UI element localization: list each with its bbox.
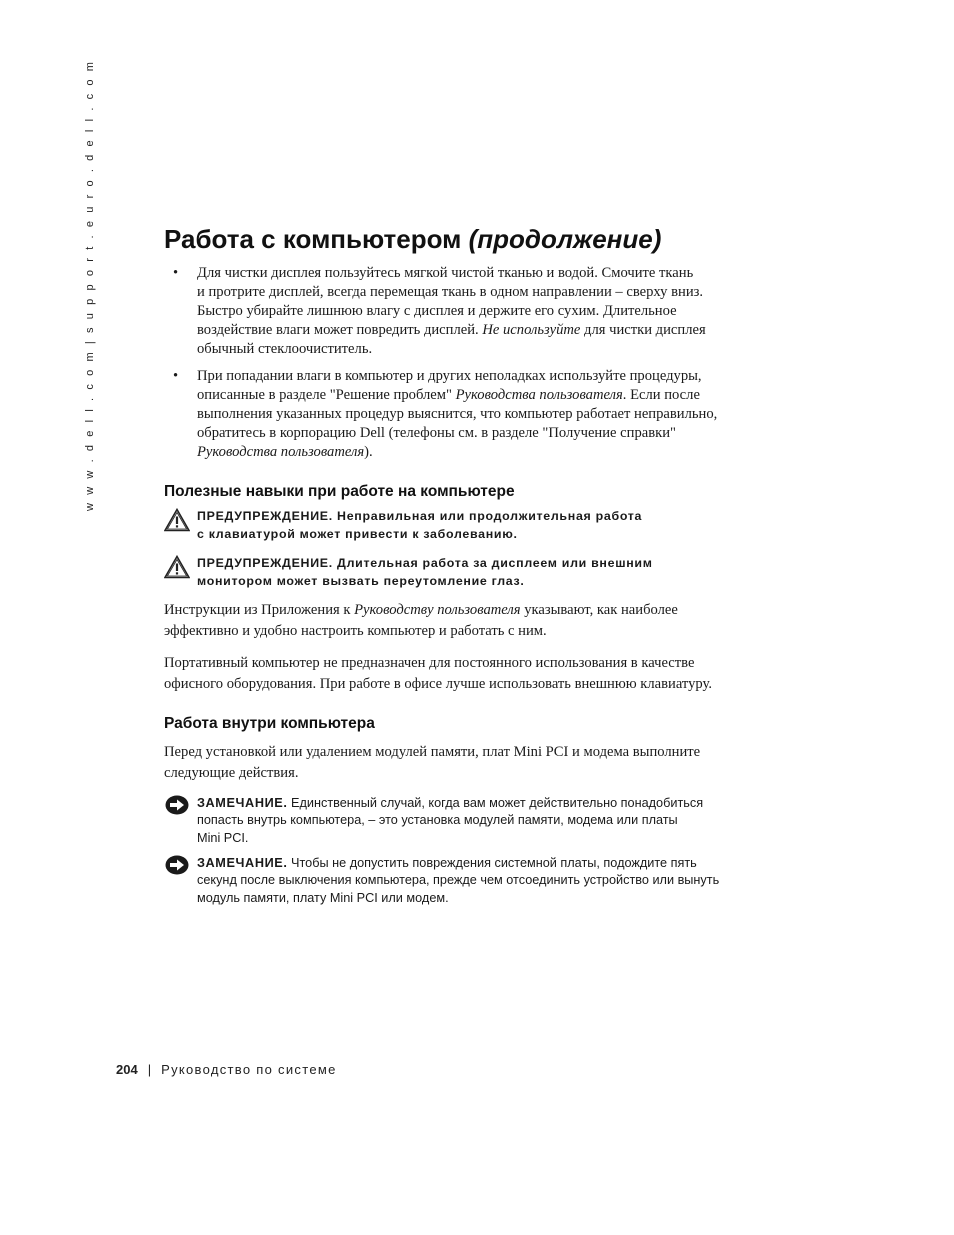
warning-block — [164, 555, 774, 590]
notice-line — [197, 855, 776, 872]
bullet-line: обратитесь в корпорацию Dell (телефоны см. в разделе "Получение справки" — [197, 425, 676, 441]
bullet-line — [197, 321, 763, 340]
warning-line: ПРЕДУПРЕЖДЕНИЕ. Неправильная или продолжительная работа — [197, 509, 643, 523]
warning-line: с клавиатурой может привести к заболеванию. — [197, 526, 518, 541]
paragraph — [164, 742, 764, 783]
warning-block — [164, 508, 774, 543]
side-url-text: w w w . d e l l . c o m | s u p p o r t . e u r o . d e l l . c o m — [84, 59, 96, 511]
text-run: воздействие влаги может повредить дисплей. — [197, 322, 483, 338]
bullet-mark: • — [173, 265, 179, 281]
bullet-line: Быстро убирайте лишнюю влагу с дисплея и держите его сухим. Длительное — [197, 303, 677, 319]
title-continued: (продолжение) — [468, 224, 662, 254]
notice-label: ЗАМЕЧАНИЕ. — [197, 796, 288, 810]
footer-doc-title: Руководство по системе — [161, 1062, 337, 1077]
warning-triangle-icon — [164, 555, 190, 579]
text-run: указывают, как наиболее — [520, 602, 678, 618]
text-run: описанные в разделе "Решение проблем" — [197, 387, 456, 403]
paragraph-line: следующие действия. — [164, 764, 299, 781]
paragraph-line: Перед установкой или удалением модулей памяти, плат Mini PCI и модема выполните — [164, 744, 701, 760]
paragraph-line: эффективно и удобно настроить компьютер и работать с ним. — [164, 622, 547, 639]
bullet-line — [197, 386, 763, 405]
notice-line: модуль памяти, плату Mini PCI или модем. — [197, 890, 449, 905]
footer-separator: | — [147, 1062, 152, 1077]
paragraph — [164, 600, 764, 641]
notice-block — [164, 855, 776, 907]
emphasis-text: Руководства пользователя — [197, 444, 365, 460]
notice-arrow-icon — [165, 795, 189, 815]
page-title — [164, 224, 661, 255]
bullet-mark: • — [173, 368, 179, 384]
emphasis-text: Руководства пользователя — [455, 387, 623, 403]
bullet-line: обычный стеклоочиститель. — [197, 341, 373, 357]
bullet-item — [173, 264, 763, 359]
notice-line: попасть внутрь компьютера, – это установка модулей памяти, модема или платы — [197, 813, 678, 828]
bullet-line: При попадании влаги в компьютер и других неполадках используйте процедуры, — [197, 368, 702, 384]
page-number: 204 — [116, 1062, 138, 1077]
emphasis-text: Руководству пользователя — [354, 602, 521, 618]
text-run: ). — [364, 444, 373, 460]
section-heading-inside-computer: Работа внутри компьютера — [164, 715, 375, 732]
paragraph — [164, 653, 764, 694]
paragraph-line: офисного оборудования. При работе в офисе лучше использовать внешнюю клавиатуру. — [164, 675, 713, 692]
warning-line: ПРЕДУПРЕЖДЕНИЕ. Длительная работа за дисплеем или внешним — [197, 556, 653, 570]
text-run: . Если после — [622, 387, 700, 403]
bullet-line — [197, 443, 763, 462]
notice-label: ЗАМЕЧАНИЕ. — [197, 856, 288, 870]
notice-arrow-icon — [165, 855, 189, 875]
bullet-line: Для чистки дисплея пользуйтесь мягкой чистой тканью и водой. Смочите ткань — [197, 265, 694, 281]
notice-line — [197, 795, 776, 812]
text-run: Единственный случай, когда вам может действительно понадобиться — [287, 796, 704, 810]
bullet-line: выполнения указанных процедур выяснится, что компьютер работает неправильно, — [197, 406, 718, 422]
page-footer — [116, 1062, 337, 1077]
notice-line: секунд после выключения компьютера, прежде чем отсоединить устройство или вынуть — [197, 873, 720, 888]
emphasis-text: Не используйте — [482, 322, 581, 338]
text-run: Инструкции из Приложения к — [164, 602, 355, 618]
section-heading-useful-skills: Полезные навыки при работе на компьютере — [164, 483, 515, 500]
paragraph-line — [164, 600, 764, 621]
bullet-item — [173, 367, 763, 462]
warning-triangle-icon — [164, 508, 190, 532]
warning-line: монитором может вызвать переутомление глаз. — [197, 573, 525, 588]
title-main: Работа с компьютером — [164, 224, 469, 254]
notice-line: Mini PCI. — [197, 830, 249, 845]
text-run: для чистки дисплея — [580, 322, 706, 338]
text-run: Чтобы не допустить повреждения системной платы, подождите пять — [287, 856, 697, 870]
paragraph-line: Портативный компьютер не предназначен для постоянного использования в качестве — [164, 655, 695, 671]
notice-block — [164, 795, 776, 847]
bullet-line: и протрите дисплей, всегда перемещая ткань в одном направлении – сверху вниз. — [197, 284, 704, 300]
